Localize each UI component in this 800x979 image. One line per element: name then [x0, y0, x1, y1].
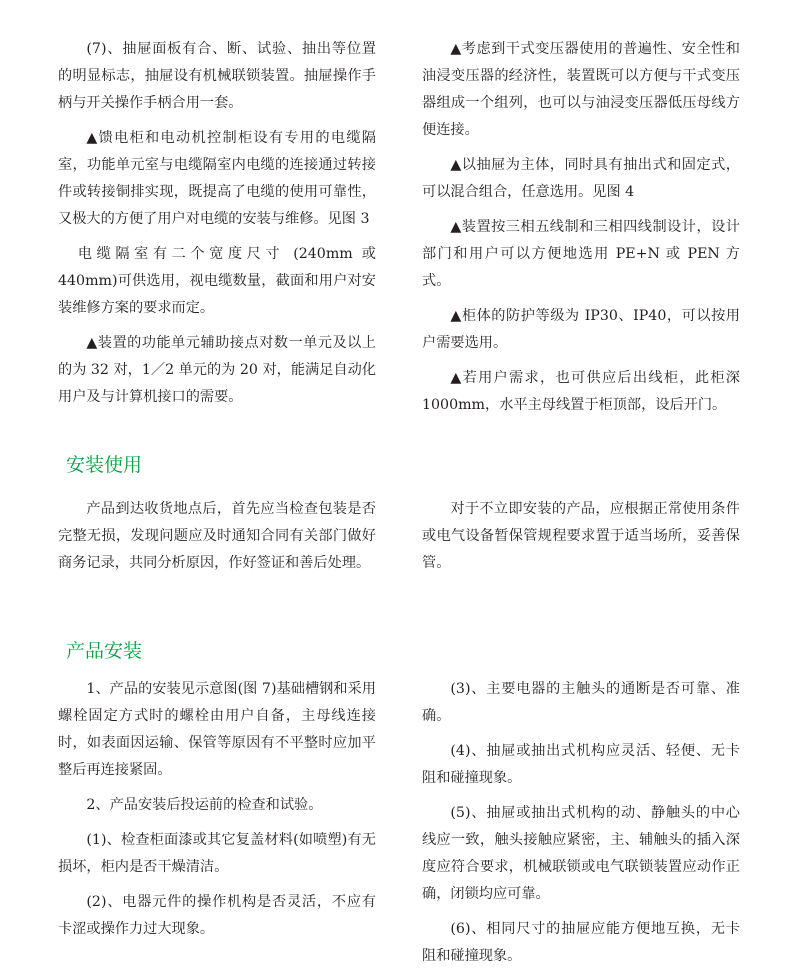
- product-install-left-column: [58, 676, 376, 951]
- paragraph-check-3: (3)、主要电器的主触头的通断是否可靠、准确。: [422, 681, 740, 724]
- paragraph-transformer: ▲考虑到干式变压器使用的普遍性、安全性和油浸变压器的经济性，装置既可以方便与干式变压器组成一个组列，也可以与油浸变压器低压母线方便连接。: [422, 41, 740, 138]
- paragraph-check-6: (6)、相同尺寸的抽屉应能方便地互换，无卡阻和碰撞现象。: [422, 921, 740, 964]
- paragraph-cable-widths: 电缆隔室有二个宽度尺寸 (240mm 或 440mm)可供选用，视电缆数量，截面和用户对安装维修方案的要求而定。: [58, 246, 376, 316]
- install-use-left-column: [58, 496, 376, 585]
- paragraph-pre-operation-check: 2、产品安装后投运前的检查和试验。: [86, 797, 323, 813]
- paragraph-install-diagram: 1、产品的安装见示意图(图 7)基础槽钢和采用螺栓固定方式时的螺栓由用户自备，主母线连接时，如表面因运输、保管等原因有不平整时应加平整后再连接紧固。: [58, 681, 376, 778]
- product-install-right-column: [422, 676, 740, 978]
- top-right-column: [422, 36, 740, 427]
- paragraph-check-1: (1)、检查柜面漆或其它复盖材料(如喷塑)有无损坏，柜内是否干燥清洁。: [58, 832, 376, 875]
- paragraph-wiring-system: ▲装置按三相五线制和三相四线制设计，设计部门和用户可以方便地选用 PE+N 或 PEN 方式。: [422, 219, 740, 289]
- paragraph-rear-outlet: ▲若用户需求，也可供应后出线柜，此柜深 1000mm，水平主母线置于柜顶部，设后开门。: [422, 370, 740, 413]
- paragraph-drawer-panel: (7)、抽屉面板有合、断、试验、抽出等位置的明显标志，抽屉设有机械联锁装置。抽屉操作手柄与开关操作手柄合用一套。: [58, 41, 376, 111]
- paragraph-drawer-main: ▲以抽屉为主体，同时具有抽出式和固定式，可以混合组合，任意选用。见图 4: [422, 157, 740, 200]
- paragraph-protection-level: ▲柜体的防护等级为 IP30、IP40，可以按用户需要选用。: [422, 308, 740, 351]
- paragraph-storage: 对于不立即安装的产品，应根据正常使用条件或电气设备暂保管规程要求置于适当场所，妥善保管。: [422, 501, 740, 571]
- paragraph-check-2: (2)、电器元件的操作机构是否灵活，不应有卡涩或操作力过大现象。: [58, 894, 376, 937]
- paragraph-cable-compartment: ▲馈电柜和电动机控制柜设有专用的电缆隔室，功能单元室与电缆隔室内电缆的连接通过转接件或转接铜排实现，既提高了电缆的使用可靠性，又极大的方便了用户对电缆的安装与维修。见图 3: [58, 130, 376, 227]
- section-heading-product-install: 产品安装: [66, 640, 143, 662]
- paragraph-aux-contacts: ▲装置的功能单元辅助接点对数一单元及以上的为 32 对，1／2 单元的为 20 对，能满足自动化用户及与计算机接口的需要。: [58, 335, 376, 405]
- install-use-right-column: [422, 496, 740, 585]
- section-heading-install-use: 安装使用: [66, 454, 143, 476]
- paragraph-check-4: (4)、抽屉或抽出式机构应灵活、轻便、无卡阻和碰撞现象。: [422, 743, 740, 786]
- paragraph-check-5: (5)、抽屉或抽出式机构的动、静触头的中心线应一致，触头接触应紧密，主、辅触头的插入深度应符合要求，机械联锁或电气联锁装置应动作正确，闭锁均应可靠。: [422, 805, 740, 902]
- paragraph-receiving-inspection: 产品到达收货地点后，首先应当检查包装是否完整无损，发现问题应及时通知合同有关部门做好商务记录，共同分析原因，作好签证和善后处理。: [58, 501, 376, 571]
- top-left-column: [58, 36, 376, 419]
